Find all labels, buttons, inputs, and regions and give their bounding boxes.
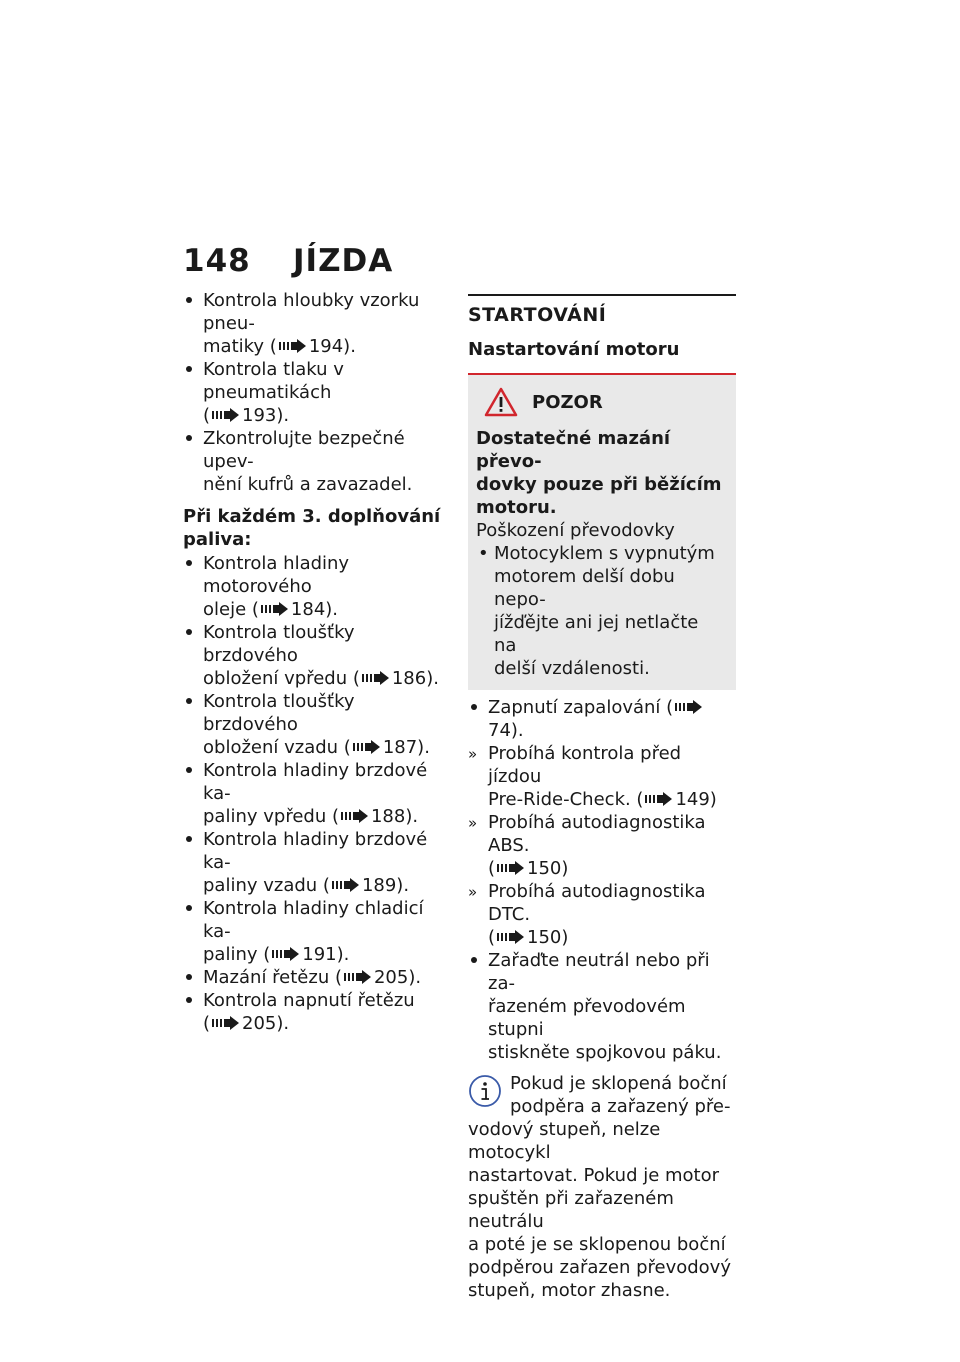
bullet-icon — [186, 435, 192, 441]
page-reference[interactable]: 205). — [373, 967, 422, 988]
warning-statement: Dostatečné mazání převo- dovky pouze při běžícím motoru. — [476, 428, 722, 518]
list-item: Kontrola tlaku v pneumatikách ( 193). — [183, 358, 448, 427]
page-reference-arrow-icon — [497, 930, 525, 944]
bullet-icon — [186, 629, 192, 635]
right-column — [468, 294, 736, 1302]
list-item: Kontrola tloušťky brzdového obložení vzadu ( 187). — [183, 690, 448, 759]
bullet-icon — [186, 767, 192, 773]
info-note: Pokud je sklopená boční podpěra a zařazený pře- vodový stupeň, nelze motocykl nastartovat. Pokud je motor spuštěn při zařazeném neutrálu a poté je se sklopenou boční podpěrou zařazen převodový stupeň, motor zhasne. — [468, 1073, 731, 1301]
info-icon — [468, 1074, 502, 1108]
page-reference-arrow-icon — [497, 861, 525, 875]
page-reference[interactable]: 188). — [370, 806, 419, 827]
page-reference-arrow-icon — [212, 408, 240, 422]
page-reference-arrow-icon — [279, 339, 307, 353]
result-item: » Probíhá autodiagnostika ABS. ( 150) — [468, 812, 706, 879]
page-reference[interactable]: 149) — [675, 789, 717, 810]
result-item: » Probíhá kontrola před jízdou Pre-Ride-Check. ( 149) — [468, 743, 717, 810]
step-item: Zařaďte neutrál nebo při za- řazeném převodovém stupni stiskněte spojkovou páku. — [468, 949, 736, 1064]
section-title: STARTOVÁNÍ — [468, 304, 607, 326]
bullet-icon — [186, 974, 192, 980]
subheading: Při každém 3. doplňování paliva: — [183, 506, 441, 550]
result-chevron-icon: » — [468, 883, 478, 901]
warning-header — [476, 387, 726, 417]
bullet-icon — [186, 560, 192, 566]
result-item: » Probíhá autodiagnostika DTC. ( 150) — [468, 881, 706, 948]
page-number: 148 — [183, 243, 251, 279]
bullet-icon — [186, 905, 192, 911]
page-reference-arrow-icon — [344, 970, 372, 984]
page-reference[interactable]: 189). — [361, 875, 410, 896]
result-chevron-icon: » — [468, 745, 478, 763]
warning-bullet: • Motocyklem s vypnutým motorem delší dobu nepo- jížďějte ani jej netlačte na delší vzdálenosti. — [478, 543, 715, 679]
bullet-icon — [186, 366, 192, 372]
section-divider — [468, 294, 736, 296]
bullet-icon — [471, 704, 477, 710]
list-item: Kontrola tloušťky brzdového obložení vpředu ( 186). — [183, 621, 448, 690]
page-reference-arrow-icon — [261, 602, 289, 616]
list-item: Kontrola hladiny chladicí ka- paliny ( 191). — [183, 897, 448, 966]
step-item: Zapnutí zapalování (74). — [468, 696, 736, 742]
subsection-title: Nastartování motoru — [468, 339, 680, 360]
bullet-icon — [186, 297, 192, 303]
list-item: Kontrola napnutí řetězu ( 205). — [183, 989, 448, 1035]
page-reference-arrow-icon — [332, 878, 360, 892]
page-reference[interactable]: 74). — [488, 720, 524, 741]
bullet-icon — [186, 836, 192, 842]
bullet-icon — [186, 997, 192, 1003]
chapter-title: JÍZDA — [293, 243, 394, 279]
page-reference[interactable]: 194). — [308, 336, 356, 357]
page-reference[interactable]: 205). — [242, 1013, 290, 1034]
warning-consequence: Poškození převodovky — [476, 520, 675, 541]
page-reference-arrow-icon — [353, 740, 381, 754]
list-item: Kontrola hladiny motorového oleje ( 184). — [183, 552, 448, 621]
page-reference[interactable]: 186). — [391, 668, 439, 689]
page-reference[interactable]: 150) — [527, 858, 569, 879]
page-reference-arrow-icon — [212, 1016, 240, 1030]
page-reference-arrow-icon — [675, 700, 703, 714]
page-reference[interactable]: 150) — [527, 927, 569, 948]
bullet-icon — [471, 957, 477, 963]
page-reference-arrow-icon — [362, 671, 390, 685]
warning-label: POZOR — [532, 391, 603, 413]
page-reference-arrow-icon — [341, 809, 369, 823]
list-item: Zkontrolujte bezpečné upev- nění kufrů a zavazadel. — [183, 427, 448, 496]
result-chevron-icon: » — [468, 814, 478, 832]
list-item: Kontrola hladiny brzdové ka- paliny vpředu ( 188). — [183, 759, 448, 828]
page-reference[interactable]: 184). — [290, 599, 339, 620]
page-reference-arrow-icon — [272, 947, 300, 961]
page-reference[interactable]: 191). — [302, 944, 350, 965]
warning-triangle-icon — [484, 387, 518, 417]
page-reference-arrow-icon — [645, 792, 673, 806]
page-reference[interactable]: 187). — [382, 737, 430, 758]
list-item: Kontrola hladiny brzdové ka- paliny vzadu ( 189). — [183, 828, 448, 897]
warning-box — [468, 375, 736, 690]
page-reference[interactable]: 193). — [242, 405, 290, 426]
list-item: Kontrola hloubky vzorku pneu- matiky ( 194). — [183, 289, 448, 358]
left-column — [183, 289, 448, 1035]
page-header — [183, 243, 393, 279]
bullet-icon — [186, 698, 192, 704]
list-item: Mazání řetězu ( 205). — [183, 966, 448, 989]
bullet-icon: • — [478, 543, 489, 564]
